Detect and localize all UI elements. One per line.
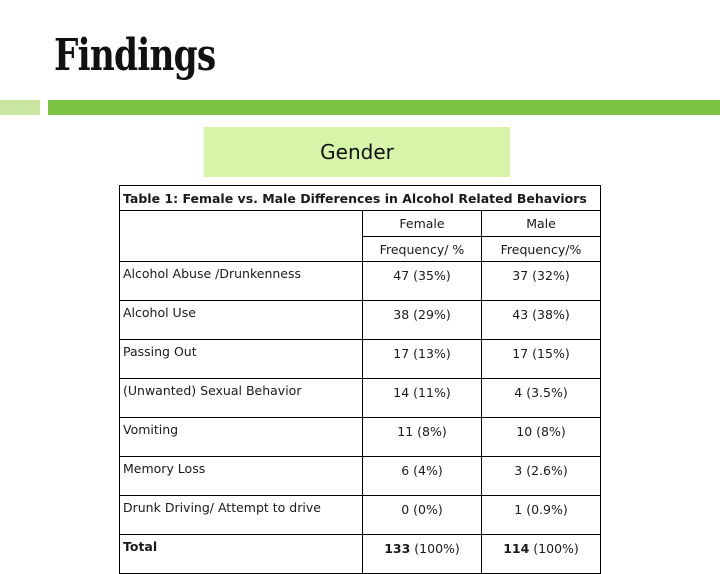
row-female: 17 (13%) [363,340,482,379]
row-label: Alcohol Abuse /Drunkenness [120,262,363,301]
slide-title: Findings [54,30,216,81]
row-male: 1 (0.9%) [482,496,601,535]
row-female: 38 (29%) [363,301,482,340]
total-female-pct: (100%) [414,541,460,556]
row-male: 10 (8%) [482,418,601,457]
table-row [120,418,601,457]
row-female: 11 (8%) [363,418,482,457]
table-row [120,379,601,418]
total-label: Total [120,535,363,574]
table-row [120,496,601,535]
table-caption: Table 1: Female vs. Male Differences in Alcohol Related Behaviors [120,186,601,211]
row-female: 6 (4%) [363,457,482,496]
table-row [120,301,601,340]
table-caption-row [120,186,601,211]
row-label: (Unwanted) Sexual Behavior [120,379,363,418]
table-row [120,457,601,496]
total-female [363,535,482,574]
row-female: 0 (0%) [363,496,482,535]
empty-header-cell [120,211,363,262]
header-female: Female [363,211,482,237]
table-row [120,262,601,301]
row-male: 3 (2.6%) [482,457,601,496]
row-male: 37 (32%) [482,262,601,301]
total-male [482,535,601,574]
findings-table [119,185,601,574]
row-label: Memory Loss [120,457,363,496]
row-male: 17 (15%) [482,340,601,379]
header-male: Male [482,211,601,237]
row-label: Passing Out [120,340,363,379]
row-female: 14 (11%) [363,379,482,418]
total-female-count: 133 [384,541,411,556]
row-label: Vomiting [120,418,363,457]
subheader-female: Frequency/ % [363,237,482,262]
accent-bar-small [0,100,40,115]
subtitle-text: Gender [320,140,394,164]
total-male-count: 114 [503,541,530,556]
subtitle-box [204,127,510,177]
row-female: 47 (35%) [363,262,482,301]
subheader-male: Frequency/% [482,237,601,262]
row-male: 43 (38%) [482,301,601,340]
table-header-row [120,211,601,237]
row-label: Drunk Driving/ Attempt to drive [120,496,363,535]
row-male: 4 (3.5%) [482,379,601,418]
table-row [120,340,601,379]
accent-bar [48,100,720,115]
total-row [120,535,601,574]
total-male-pct: (100%) [533,541,579,556]
row-label: Alcohol Use [120,301,363,340]
